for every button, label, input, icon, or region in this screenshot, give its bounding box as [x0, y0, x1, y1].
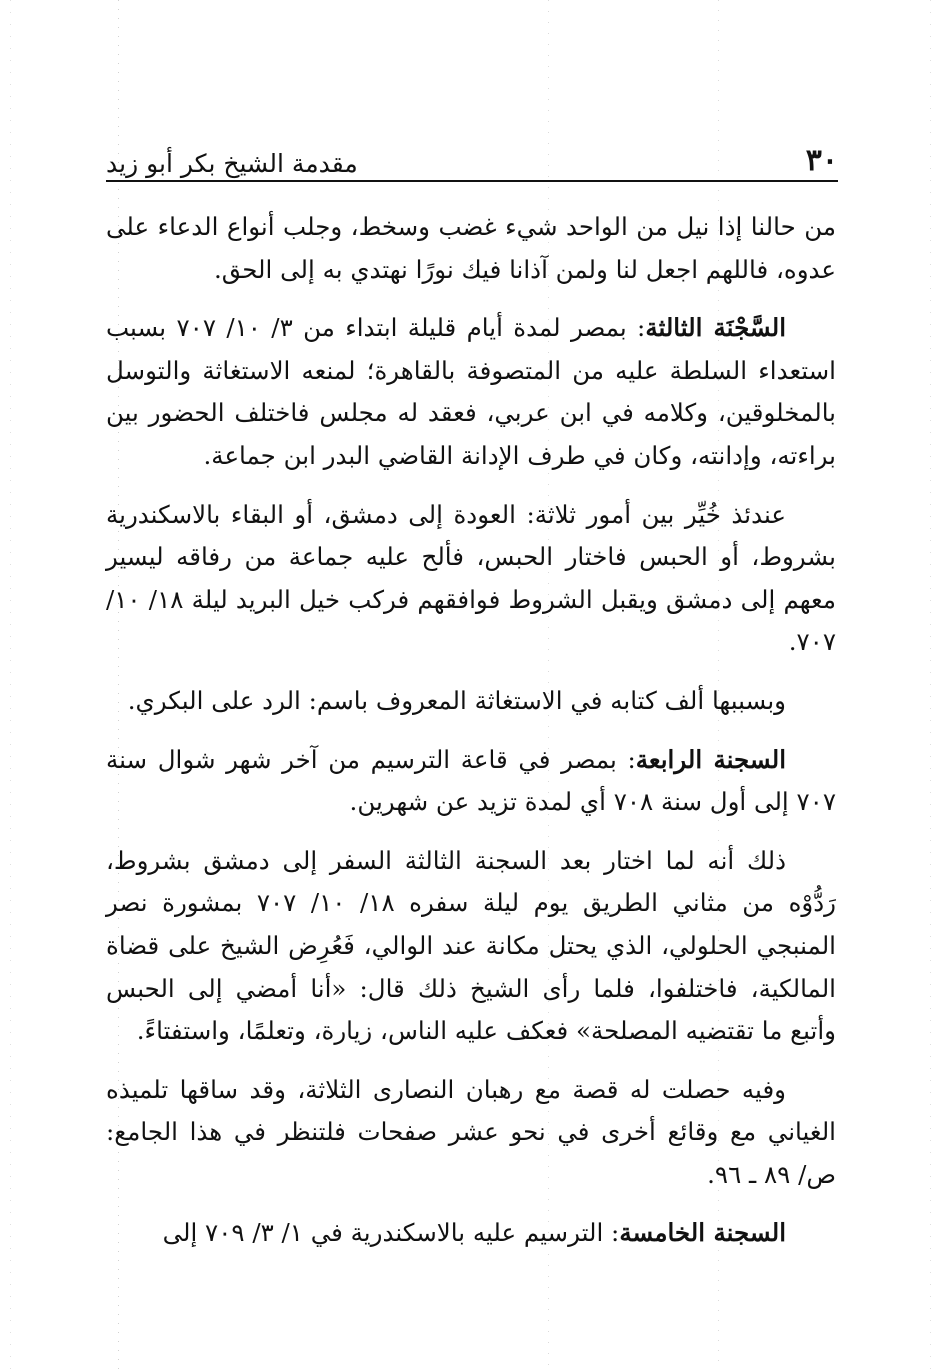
- paragraph-text: عندئذ خُيِّر بين أمور ثلاثة: العودة إلى دمشق، أو البقاء بالاسكندرية بشروط، أو الحبس فاختار الحبس، فألح عليه جماعة من رفاقه ليسير معهم إلى دمشق ويقبل الشروط فوافقهم فركب خيل البريد ليلة ١٨/ ١٠/ ٧٠٧.: [106, 499, 837, 657]
- paragraph-text: ذلك أنه لما اختار بعد السجنة الثالثة السفر إلى دمشق بشروط، رَدُّوْه من مثاني الطريق يوم ليلة سفره ١٨/ ١٠/ ٧٠٧ بمشورة نصر المنبجي الحلولي، الذي يحتل مكانة عند الوالي، فَعُرِض الشيخ على قضاة المالكية، فاختلفوا، فلما رأى الشيخ ذلك قال: «أنا أمضي إلى الحبس وأتبع ما تقتضيه المصلحة» فعكف عليه الناس، زيارة، وتعلمًا، واستفتاءً.: [106, 845, 837, 1046]
- page-header: [106, 140, 838, 182]
- section-label: السَّجْنَة الثالثة: [645, 313, 787, 343]
- paragraph-2: [106, 307, 836, 477]
- paragraph-text: : الترسيم عليه بالاسكندرية في ١/ ٣/ ٧٠٩ إلى: [162, 1218, 620, 1248]
- paragraph-4: [106, 680, 836, 723]
- body-text: [106, 206, 836, 1271]
- paragraph-text: وبسببها ألف كتابه في الاستغاثة المعروف باسم: الرد على البكري.: [127, 685, 786, 715]
- paragraph-text: : بمصر لمدة أيام قليلة ابتداء من ٣/ ١٠/ ٧٠٧ بسبب استعداء السلطة عليه من المتصوفة بالقاهرة؛ لمنعه الاستغاثة والتوسل بالمخلوقين، وكلامه في ابن عربي، فعقد له مجلس فاختلف الحضور بين براءته، وإدانته، وكان في طرف الإدانة القاضي البدر ابن جماعة.: [106, 313, 836, 470]
- section-label: السجنة الرابعة: [635, 744, 786, 774]
- paragraph-6: [106, 840, 836, 1053]
- paragraph-3: [106, 494, 836, 664]
- paragraph-text: وفيه حصلت له قصة مع رهبان النصارى الثلاثة، وقد ساقها تلميذه الغياني مع وقائع أخرى في نحو عشر صفحات فلتنظر في هذا الجامع: ص/ ٨٩ ـ ٩٦.: [106, 1074, 836, 1189]
- running-title: مقدمة الشيخ بكر أبو زيد: [106, 149, 358, 178]
- paragraph-7: [106, 1069, 836, 1197]
- paragraph-5: [106, 739, 836, 824]
- paragraph-text: من حالنا إذا نيل من الواحد شيء غضب وسخط، وجلب أنواع الدعاء على عدوه، فاللهم اجعل لنا ولمن آذانا فيك نورًا نهتدي به إلى الحق.: [106, 212, 836, 284]
- paragraph-1: [106, 206, 836, 291]
- section-label: السجنة الخامسة: [619, 1218, 786, 1248]
- paragraph-text: : بمصر في قاعة الترسيم من آخر شهر شوال سنة ٧٠٧ إلى أول سنة ٧٠٨ أي لمدة تزيد عن شهرين.: [106, 744, 836, 817]
- page-number: ٣٠: [805, 143, 838, 178]
- paragraph-8: [106, 1212, 836, 1255]
